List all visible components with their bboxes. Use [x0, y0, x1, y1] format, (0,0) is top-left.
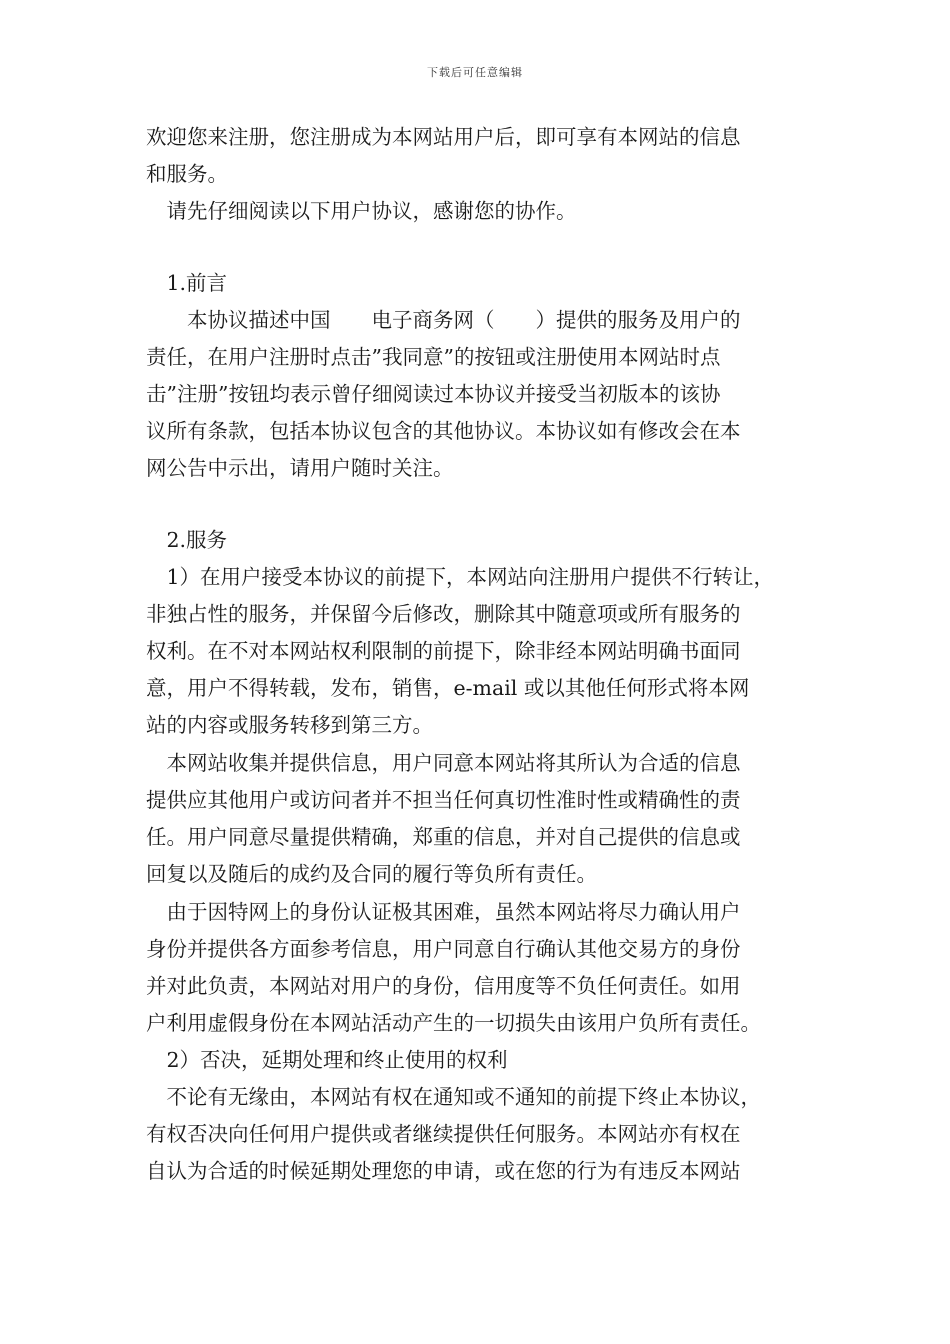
text-line: 本协议描述中国 电子商务网（ ）提供的服务及用户的	[146, 308, 741, 332]
text-line: 1）在用户接受本协议的前提下，本网站向注册用户提供不行转让，	[146, 565, 775, 589]
text-line: 请先仔细阅读以下用户协议，感谢您的协作。	[146, 199, 577, 223]
text-line: 本网站收集并提供信息，用户同意本网站将其所认为合适的信息	[146, 751, 741, 775]
text-line: 站的内容或服务转移到第三方。	[146, 713, 433, 737]
section-heading: 1.前言	[146, 271, 228, 295]
text-line: 回复以及随后的成约及合同的履行等负所有责任。	[146, 862, 597, 886]
subsection-heading: 2）否决，延期处理和终止使用的权利	[146, 1048, 508, 1072]
text-line: 和服务。	[146, 162, 228, 186]
text-line: 户利用虚假身份在本网站活动产生的一切损失由该用户负所有责任。	[146, 1011, 761, 1035]
section-heading: 2.服务	[146, 528, 228, 552]
text-line: 非独占性的服务，并保留今后修改，删除其中随意项或所有服务的	[146, 602, 741, 626]
text-line: 权利。在不对本网站权利限制的前提下，除非经本网站明确书面同	[146, 639, 741, 663]
text-line: 欢迎您来注册，您注册成为本网站用户后，即可享有本网站的信息	[146, 125, 741, 149]
text-line: 任。用户同意尽量提供精确，郑重的信息，并对自己提供的信息或	[146, 825, 741, 849]
page-header: 下载后可任意编辑	[427, 66, 523, 79]
text-line: 意，用户不得转载，发布，销售，e-mail 或以其他任何形式将本网	[146, 676, 750, 700]
text-line: 自认为合适的时候延期处理您的申请，或在您的行为有违反本网站	[146, 1159, 741, 1183]
text-line: 有权否决向任何用户提供或者继续提供任何服务。本网站亦有权在	[146, 1122, 741, 1146]
text-line: 网公告中示出，请用户随时关注。	[146, 456, 454, 480]
text-line: 责任，在用户注册时点击”我同意”的按钮或注册使用本网站时点	[146, 345, 721, 369]
text-line: 击”注册”按钮均表示曾仔细阅读过本协议并接受当初版本的该协	[146, 382, 721, 406]
text-line: 不论有无缘由，本网站有权在通知或不通知的前提下终止本协议，	[146, 1085, 761, 1109]
text-line: 提供应其他用户或访问者并不担当任何真切性准时性或精确性的责	[146, 788, 741, 812]
text-line: 身份并提供各方面参考信息，用户同意自行确认其他交易方的身份	[146, 937, 741, 961]
text-line: 由于因特网上的身份认证极其困难，虽然本网站将尽力确认用户	[146, 900, 741, 924]
text-line: 并对此负责，本网站对用户的身份，信用度等不负任何责任。如用	[146, 974, 741, 998]
text-line: 议所有条款，包括本协议包含的其他协议。本协议如有修改会在本	[146, 419, 741, 443]
